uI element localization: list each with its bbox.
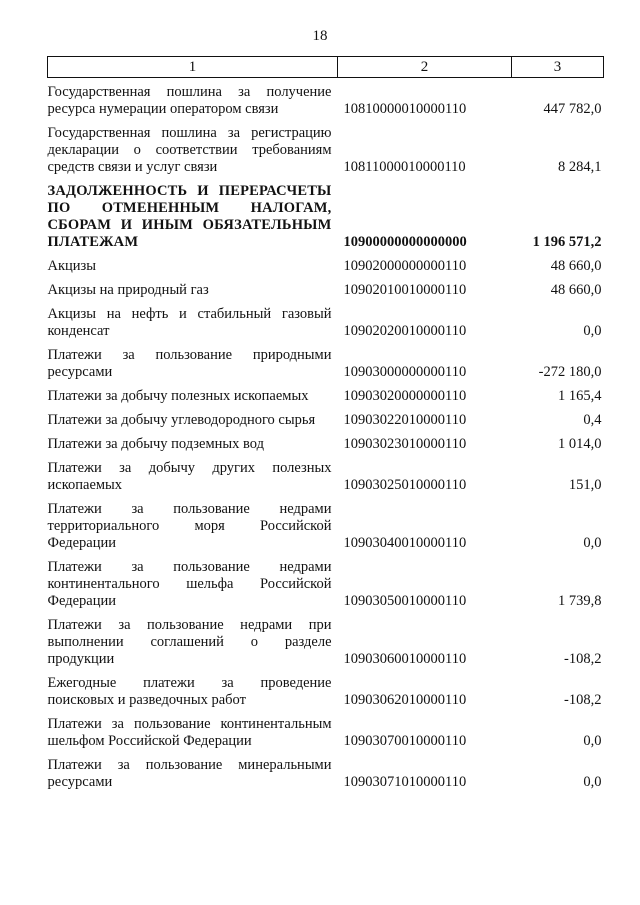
column-header-code: 2 — [338, 57, 512, 78]
row-code-cell: 10902000000000110 — [343, 258, 467, 274]
row-code-cell: 10903062010000110 — [343, 692, 467, 708]
row-name-cell: Платежи за пользование недрами территориального моря Российской Федерации — [47, 501, 332, 551]
table-row — [48, 494, 604, 552]
table-row — [48, 251, 604, 275]
table-row — [48, 78, 604, 119]
row-name-cell: Платежи за пользование континентальным шельфом Российской Федерации — [47, 716, 332, 749]
table-row — [48, 299, 604, 340]
row-name-cell: Ежегодные платежи за проведение поисковых и разведочных работ — [47, 675, 332, 708]
table-row — [48, 381, 604, 405]
table-row — [48, 275, 604, 299]
row-value-cell: 0,4 — [583, 412, 602, 428]
row-code-cell: 10903060010000110 — [343, 651, 467, 667]
row-code-cell: 10903022010000110 — [343, 412, 467, 428]
table-body — [48, 78, 604, 792]
row-value-cell: 151,0 — [568, 477, 602, 493]
row-name-cell: Государственная пошлина за регистрацию декларации о соответствии требованиям средств связи и услуг связи — [47, 125, 332, 175]
row-name-cell: Платежи за пользование природными ресурсами — [47, 347, 332, 380]
page-number: 18 — [312, 28, 328, 44]
row-name-cell: Платежи за добычу полезных ископаемых — [47, 388, 309, 404]
row-code-cell: 10903070010000110 — [343, 733, 467, 749]
row-value-cell: 447 782,0 — [543, 101, 602, 117]
budget-table-container — [47, 56, 603, 791]
row-value-cell: 1 739,8 — [558, 593, 602, 609]
table-row — [48, 340, 604, 381]
table-row — [48, 552, 604, 610]
row-code-cell: 10902020010000110 — [343, 323, 467, 339]
row-code-cell: 10811000010000110 — [343, 159, 466, 175]
table-row — [48, 429, 604, 453]
table-row — [48, 118, 604, 176]
row-code-cell: 10903071010000110 — [343, 774, 467, 790]
row-code-cell: 10903050010000110 — [343, 593, 467, 609]
row-value-cell: 0,0 — [583, 535, 602, 551]
row-code-cell: 10900000000000000 — [343, 234, 467, 250]
row-name-cell: Платежи за пользование минеральными ресурсами — [47, 757, 332, 790]
row-name-cell: Платежи за пользование недрами при выполнении соглашений о разделе продукции — [47, 617, 332, 667]
budget-table — [47, 56, 604, 791]
row-value-cell: 0,0 — [583, 774, 602, 790]
table-row — [48, 453, 604, 494]
column-header-value: 3 — [512, 57, 604, 78]
row-value-cell: 1 014,0 — [558, 436, 602, 452]
table-row — [48, 668, 604, 709]
row-code-cell: 1081000001000011​0 — [343, 101, 467, 117]
row-code-cell: 10903020000000110 — [343, 388, 467, 404]
table-row — [48, 176, 604, 251]
row-value-cell: 0,0 — [583, 733, 602, 749]
row-name-cell: ЗАДОЛЖЕННОСТЬ И ПЕРЕРАСЧЕТЫ ПО ОТМЕНЕННЫМ НАЛОГАМ, СБОРАМ И ИНЫМ ОБЯЗАТЕЛЬНЫМ ПЛАТЕЖАМ — [47, 183, 332, 250]
row-name-cell: Платежи за добычу углеводородного сырья — [47, 412, 316, 428]
row-code-cell: 10903023010000110 — [343, 436, 467, 452]
row-value-cell: -108,2 — [564, 692, 602, 708]
table-header — [48, 57, 604, 78]
row-name-cell: Платежи за пользование недрами континентального шельфа Российской Федерации — [47, 559, 332, 609]
row-name-cell: Акцизы на нефть и стабильный газовый конденсат — [47, 306, 332, 339]
row-code-cell: 10902010010000110 — [343, 282, 467, 298]
row-value-cell: 1 196 571,2 — [532, 234, 602, 250]
row-value-cell: 1 165,4 — [558, 388, 602, 404]
row-value-cell: 48 660,0 — [550, 258, 602, 274]
row-code-cell: 10903025010000110 — [343, 477, 467, 493]
row-name-cell: Государственная пошлина за получение ресурса нумерации оператором связи — [47, 84, 332, 117]
row-value-cell: 48 660,0 — [550, 282, 602, 298]
row-value-cell: -108,2 — [564, 651, 602, 667]
column-header-name: 1 — [48, 57, 338, 78]
row-value-cell: -272 180,0 — [538, 364, 602, 380]
table-row — [48, 610, 604, 668]
row-value-cell: 8 284,1 — [558, 159, 602, 175]
row-code-cell: 10903000000000110 — [343, 364, 467, 380]
header-row — [48, 57, 604, 78]
row-value-cell: 0,0 — [583, 323, 602, 339]
row-name-cell: Акцизы на природный газ — [47, 282, 209, 298]
table-row — [48, 709, 604, 750]
row-code-cell: 10903040010000110 — [343, 535, 467, 551]
row-name-cell: Платежи за добычу других полезных ископаемых — [47, 460, 332, 493]
row-name-cell: Платежи за добычу подземных вод — [47, 436, 264, 452]
table-row — [48, 405, 604, 429]
row-name-cell: Акцизы — [47, 258, 97, 274]
table-row — [48, 750, 604, 791]
